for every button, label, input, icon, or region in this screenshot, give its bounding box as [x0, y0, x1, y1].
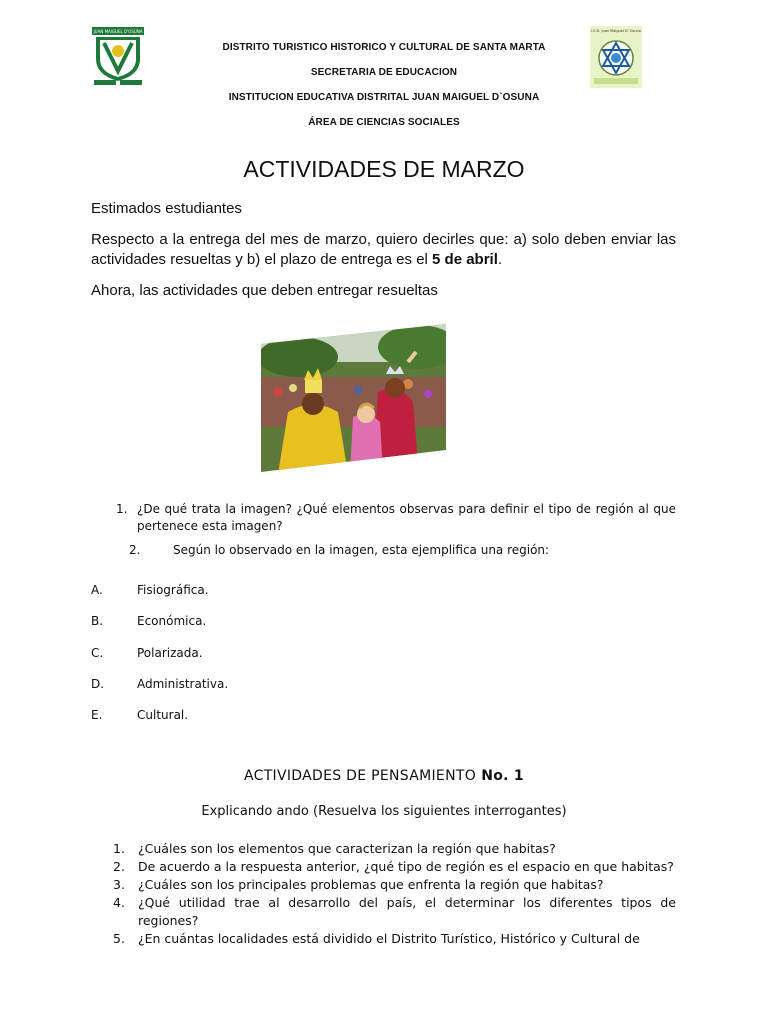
list-item-number: 5.: [113, 931, 125, 946]
instructions-end: .: [497, 251, 503, 268]
option-letter: B.: [91, 614, 104, 628]
option-letter: E.: [91, 708, 103, 722]
list-item: [113, 858, 676, 876]
header-district: DISTRITO TURISTICO HISTORICO Y CULTURAL DE SANTA MARTA: [222, 42, 546, 53]
list-item: [113, 930, 676, 948]
institution-star-logo: [590, 26, 642, 88]
svg-text:JUAN MAIGUEL D'OSUNA: JUAN MAIGUEL D'OSUNA: [93, 29, 143, 34]
question-1-number: 1.: [116, 502, 128, 516]
question-1: [116, 501, 676, 535]
instructions-text: Respecto a la entrega del mes de marzo, quiero decirles que: a) solo deben enviar las actividades resueltas y b) el plazo de entrega es el: [91, 231, 676, 268]
list-item-text: ¿En cuántas localidades está dividido el Distrito Turístico, Histórico y Cultural de: [138, 931, 640, 946]
list-item-number: 1.: [113, 841, 125, 856]
list-item-text: ¿Cuáles son los elementos que caracterizan la región que habitas?: [138, 841, 556, 856]
list-item-text: ¿Cuáles son los principales problemas que enfrenta la región que habitas?: [138, 877, 604, 892]
list-item-text: De acuerdo a la respuesta anterior, ¿qué tipo de región es el espacio en que habitas?: [138, 859, 674, 874]
question-2: [129, 543, 550, 557]
due-date: 5 de abril: [432, 251, 498, 268]
header-secretariat: SECRETARIA DE EDUCACION: [310, 67, 458, 78]
question-2-number: 2.: [129, 543, 141, 557]
option-text: Económica.: [137, 614, 207, 628]
greeting: Estimados estudiantes: [91, 200, 242, 217]
thinking-questions-list: [113, 840, 676, 948]
section-subtitle: Explicando ando (Resuelva los siguientes interrogantes): [201, 804, 567, 819]
list-item: [113, 840, 676, 858]
header-institution: INSTITUCION EDUCATIVA DISTRITAL JUAN MAIGUEL D`OSUNA: [228, 92, 540, 103]
list-item: [113, 876, 676, 894]
list-item-number: 2.: [113, 859, 125, 874]
option-letter: A.: [91, 583, 103, 597]
carnival-photo: [258, 322, 448, 474]
list-item-number: 3.: [113, 877, 125, 892]
option-text: Cultural.: [137, 708, 189, 722]
option-text: Polarizada.: [137, 646, 203, 660]
svg-text:I.E.D. Juan Maiguel D' Osuna: I.E.D. Juan Maiguel D' Osuna: [591, 29, 641, 33]
option-text: Fisiográfica.: [137, 583, 209, 597]
option-letter: C.: [91, 646, 104, 660]
section-title: [0, 768, 768, 784]
option-text: Administrativa.: [137, 677, 229, 691]
list-item-number: 4.: [113, 895, 125, 910]
page-title: ACTIVIDADES DE MARZO: [243, 156, 525, 182]
question-1-text: ¿De qué trata la imagen? ¿Qué elementos observas para definir el tipo de región al que pertenece esta imagen?: [137, 502, 676, 533]
header-area: ÁREA DE CIENCIAS SOCIALES: [308, 117, 460, 128]
list-item: [113, 894, 676, 930]
option-letter: D.: [91, 677, 105, 691]
section-title-text: ACTIVIDADES DE PENSAMIENTO: [244, 768, 477, 784]
question-2-text: Según lo observado en la imagen, esta ejemplifica una región:: [173, 543, 550, 557]
instructions-paragraph: [91, 230, 676, 270]
activities-intro: Ahora, las actividades que deben entregar resueltas: [91, 282, 438, 299]
school-crest-logo: [90, 25, 146, 87]
list-item-text: ¿Qué utilidad trae al desarrollo del país, el determinar los diferentes tipos de regiones?: [138, 895, 676, 928]
section-title-number: No. 1: [476, 768, 524, 784]
